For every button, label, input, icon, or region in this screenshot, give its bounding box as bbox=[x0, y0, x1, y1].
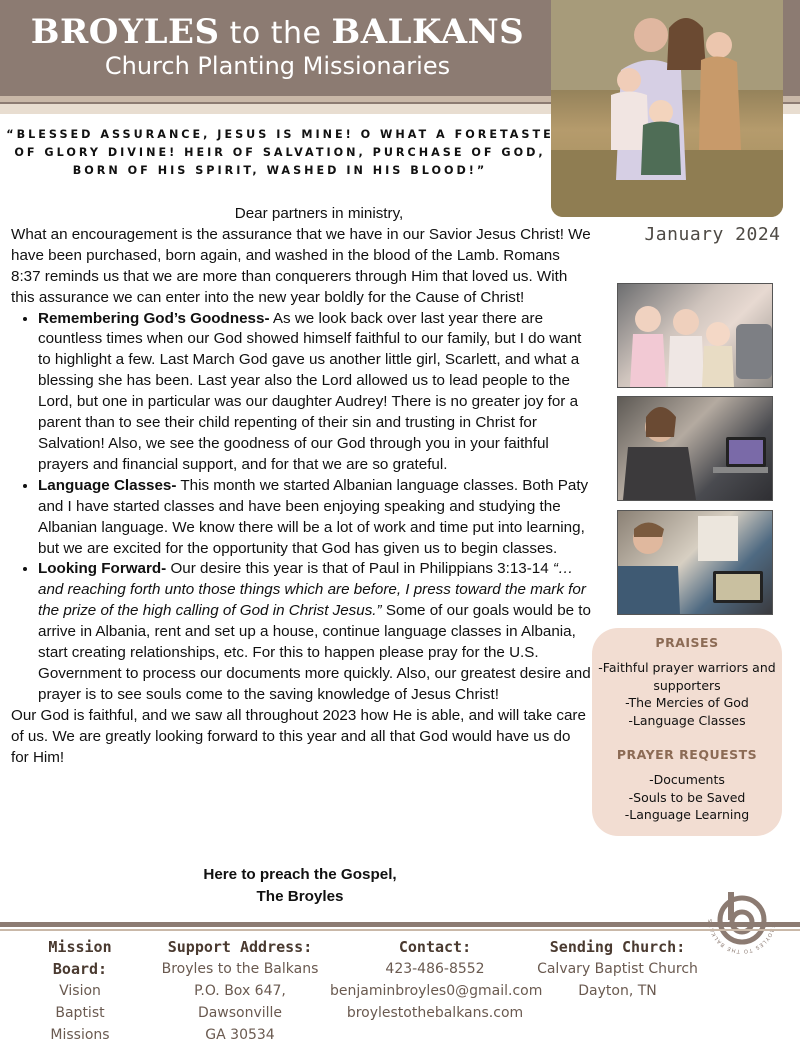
scripture-quote: “…and reaching forth unto those things which are before, I press toward the mark for the prize of the high calling of God in Christ Jesus.” bbox=[38, 560, 586, 620]
closing-paragraph: Our God is faithful, and we saw all throughout 2023 how He is able, and will take care of us. We are greatly looking forward to this year and all that God would have us do for Him! bbox=[11, 706, 586, 766]
prayer-item: -Documents bbox=[649, 772, 725, 787]
update-list bbox=[11, 309, 591, 706]
hymn-quote: “BLESSED ASSURANCE, JESUS IS MINE! O WHAT A FORETASTE OF GLORY DIVINE! HEIR OF SALVATION, PURCHASE OF GOD, BORN OF HIS SPIRIT, WASHED IN HIS BLOOD!” bbox=[6, 128, 554, 177]
kids-photo-illustration bbox=[618, 284, 772, 387]
sending-church-heading: Sending Church: bbox=[549, 938, 686, 956]
footer-sending-church bbox=[535, 936, 700, 1002]
language-class-photo-1 bbox=[617, 396, 773, 501]
family-photo-illustration bbox=[551, 0, 783, 217]
mission-board-line: Vision bbox=[59, 983, 101, 999]
bullet-text: As we look back over last year there are countless times when our God showed himself faithful to our family, but I do want to highlight a few. Last March God gave us another little girl, Scarlett, and what a blessing she has been. Last year also the Lord allowed us to lead people to the Lord, but one in particular was our daughter Audrey! There is no greater joy for a parent than to see their child repenting of their sin and trusting in Christ for Salvation! Also, we see the goodness of our God through you in your faithful prayers and financial support, and for that we are so grateful. bbox=[38, 309, 582, 473]
footer-contact bbox=[330, 936, 543, 1024]
language-class-photo-1-illustration bbox=[618, 397, 772, 500]
logo-ring-text: OYLES TO THE BALK S bbox=[707, 918, 773, 955]
prayer-item: -Souls to be Saved bbox=[628, 789, 746, 805]
newsletter-subtitle: Church Planting Missionaries bbox=[104, 52, 451, 80]
language-class-photo-2-illustration bbox=[618, 511, 772, 614]
bullet-text: This month we started Albanian language classes. Both Paty and I have started classes and have been enjoying speaking and studying the Albanian language. We know there will be a lot of work and time put into learning, but we are excited for the opportunity that God has given us to begin classes. bbox=[38, 476, 589, 557]
sending-church-line: Dayton, TN bbox=[578, 983, 657, 999]
kids-photo bbox=[617, 283, 773, 388]
greeting: Dear partners in ministry, bbox=[234, 205, 404, 222]
signoff bbox=[180, 864, 420, 907]
bullet-text-continued: Some of our goals would be to arrive in Albania, rent and set up a house, continue language classes in Albania, start creating relationships, etc. For this to happen please pray for the U.S. Government to process our documents more quickly. Also, our greatest desire and prayer is to see souls come to the saving knowledge of Jesus Christ! bbox=[38, 602, 591, 703]
prayer-requests-heading: PRAYER REQUESTS bbox=[616, 747, 758, 762]
support-address-line: GA 30534 bbox=[205, 1027, 275, 1043]
bullet-text: Our desire this year is that of Paul in Philippians 3:13-14 bbox=[166, 560, 553, 578]
sending-church-line: Calvary Baptist Church bbox=[537, 961, 698, 977]
footer-mission-board bbox=[20, 936, 140, 1046]
bullet-heading: Remembering God’s Goodness- bbox=[38, 309, 270, 327]
support-address-heading: Support Address: bbox=[167, 938, 313, 956]
support-address-line: Broyles to the Balkans bbox=[161, 961, 319, 977]
footer-divider bbox=[0, 922, 800, 927]
mission-board-heading: Mission Board: bbox=[48, 938, 112, 978]
contact-phone: 423-486-8552 bbox=[385, 961, 485, 977]
list-item bbox=[38, 476, 591, 560]
signoff-line-1: Here to preach the Gospel, bbox=[203, 866, 397, 883]
language-class-photo-2 bbox=[617, 510, 773, 615]
support-address-line: P.O. Box 647, Dawsonville bbox=[194, 983, 286, 1021]
newsletter-date: January 2024 bbox=[644, 224, 781, 245]
contact-email[interactable]: benjaminbroyles0@gmail.com bbox=[330, 983, 543, 999]
title-balkans: BALKANS bbox=[331, 12, 525, 52]
praise-item: -Language Classes bbox=[628, 712, 746, 728]
contact-website[interactable]: broylestothebalkans.com bbox=[346, 1005, 524, 1021]
title-broyles: BROYLES bbox=[30, 12, 220, 52]
bullet-heading: Looking Forward- bbox=[38, 560, 167, 578]
broyles-logo bbox=[706, 884, 778, 956]
letter-body bbox=[11, 204, 591, 768]
praises-heading: PRAISES bbox=[655, 635, 719, 650]
logo-mark bbox=[706, 884, 778, 956]
contact-heading: Contact: bbox=[398, 938, 472, 956]
intro-paragraph: What an encouragement is the assurance that we have in our Savior Jesus Christ! We have been purchased, born again, and washed in the blood of the Lamb. Romans 8:37 reminds us that we are more than conquerers through Him that loved us. With this assurance we can enter into the new year boldly for the Cause of Christ! bbox=[11, 225, 591, 306]
praises-prayer-box bbox=[592, 628, 782, 836]
family-photo bbox=[551, 0, 783, 217]
praise-item: -Faithful prayer warriors and supporters bbox=[598, 660, 776, 693]
list-item bbox=[38, 309, 591, 476]
praise-item: -The Mercies of God bbox=[625, 695, 749, 710]
signoff-line-2: The Broyles bbox=[256, 887, 344, 905]
list-item bbox=[38, 559, 591, 705]
mission-board-line: Missions bbox=[50, 1027, 110, 1043]
prayer-item: -Language Learning bbox=[624, 807, 750, 822]
footer-divider-light bbox=[0, 929, 800, 931]
newsletter-title bbox=[0, 12, 555, 52]
title-to-the: to the bbox=[219, 16, 332, 51]
mission-board-line: Baptist bbox=[55, 1005, 105, 1021]
footer-support-address bbox=[150, 936, 330, 1046]
bullet-heading: Language Classes- bbox=[38, 476, 177, 494]
